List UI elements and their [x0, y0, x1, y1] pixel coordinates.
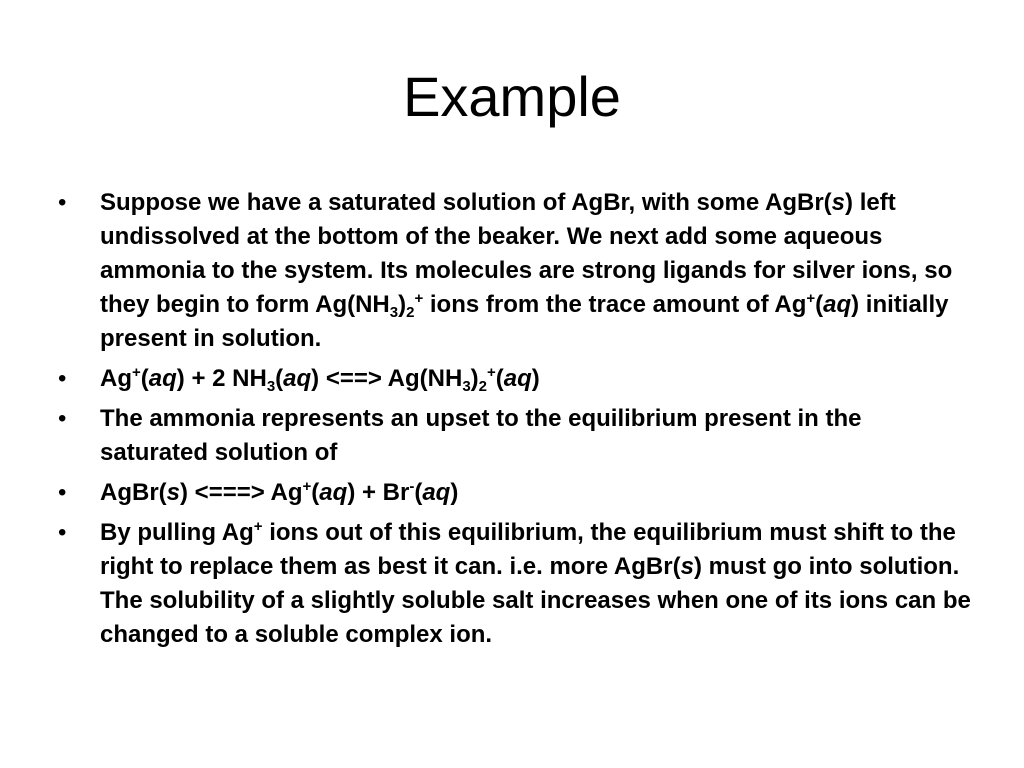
- bullet-text: [100, 405, 861, 466]
- bullet-text: [100, 479, 458, 506]
- bullet-marker: •: [58, 519, 67, 546]
- text-run: ) must go into solution. The solubility of a slightly soluble salt increases when one of its ions can be changed to a soluble complex ion.: [100, 553, 971, 648]
- text-run: (: [311, 479, 320, 506]
- bullet-marker: •: [58, 405, 67, 432]
- text-run: -: [409, 478, 415, 495]
- text-run: ) <==> Ag(NH: [311, 365, 463, 392]
- bullet-item: [56, 516, 976, 652]
- bullet-text: [100, 189, 952, 352]
- text-run: +: [302, 478, 312, 495]
- text-run: Ag: [100, 365, 132, 392]
- text-run: aq: [422, 479, 451, 506]
- bullet-item: [56, 476, 976, 510]
- text-run: (: [414, 479, 423, 506]
- bullet-list: [56, 186, 976, 658]
- bullet-marker: •: [58, 365, 67, 392]
- text-run: 2: [478, 378, 488, 395]
- text-run: (: [140, 365, 149, 392]
- text-run: s: [166, 479, 181, 506]
- text-run: 3: [389, 304, 399, 321]
- text-run: +: [414, 290, 424, 307]
- slide-title: Example: [403, 65, 621, 128]
- text-run: ): [531, 365, 540, 392]
- text-run: (: [275, 365, 284, 392]
- bullet-marker: •: [58, 189, 67, 216]
- text-run: ): [398, 291, 407, 318]
- text-run: aq: [283, 365, 312, 392]
- text-run: s: [831, 189, 846, 216]
- text-run: s: [680, 553, 694, 580]
- text-run: aq: [503, 365, 532, 392]
- text-run: aq: [319, 479, 348, 506]
- text-run: +: [132, 364, 141, 381]
- text-run: ) initially present in solution.: [100, 291, 949, 352]
- text-run: Suppose we have a saturated solution of AgBr, with some AgBr(: [100, 189, 832, 216]
- text-run: ions out of this equilibrium, the equilibrium must shift to the right to replace them as best it can. i.e. more AgBr(: [100, 519, 956, 580]
- text-run: ) + 2 NH: [176, 365, 267, 392]
- text-run: aq: [823, 291, 852, 318]
- text-run: ) left undissolved at the bottom of the beaker. We next add some aqueous ammonia to the system. Its molecules are strong ligands for silver ions, so they begin to form Ag(NH: [100, 189, 953, 318]
- text-run: 3: [462, 378, 471, 395]
- text-run: By pulling Ag: [100, 519, 254, 546]
- text-run: +: [806, 290, 816, 307]
- text-run: ) + Br: [347, 479, 410, 506]
- bullet-text: [100, 519, 971, 648]
- bullet-item: [56, 402, 976, 470]
- bullet-item: [56, 186, 976, 356]
- text-run: ): [450, 479, 459, 506]
- text-run: ) <===> Ag: [180, 479, 303, 506]
- text-run: The ammonia represents an upset to the equilibrium present in the saturated solution of: [100, 405, 862, 466]
- text-run: 2: [406, 304, 415, 321]
- text-run: ): [470, 365, 479, 392]
- bullet-item: [56, 362, 976, 396]
- text-run: AgBr(: [100, 479, 167, 506]
- text-run: (: [495, 365, 504, 392]
- text-run: aq: [148, 365, 177, 392]
- text-run: ions from the trace amount of Ag: [423, 291, 807, 318]
- text-run: +: [253, 518, 263, 535]
- text-run: +: [487, 364, 496, 381]
- text-run: (: [815, 291, 824, 318]
- bullet-marker: •: [58, 479, 67, 506]
- bullet-text: [100, 364, 540, 395]
- text-run: 3: [266, 378, 276, 395]
